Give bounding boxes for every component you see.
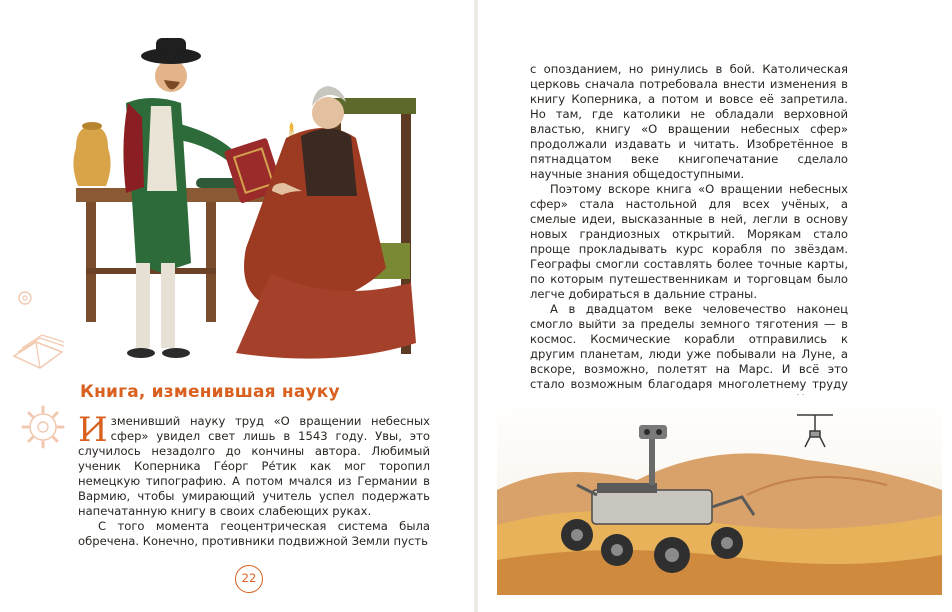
paragraph: Поэтому вскоре книга «О вращении небесных сфер» стала настольной для всех учёных, а смелые идеи, высказанные в ней, легли в основу новых грандиозных открытий. Морякам стало проще прокладывать курс корабля по звёздам. Географы смогли составлять более точные карты, по которым путешественникам и торговцам было легче добираться в дальние страны. xyxy=(530,182,848,301)
section-heading: Книга, изменившая науку xyxy=(80,382,340,402)
paragraph-text: зменивший науку труд «О вращении небесных сфер» увидел свет лишь в 1543 году. Увы, это случилось незадолго до кончины автора. Любимый ученик Коперника Ге́орг Ре́тик как мог торопил немецкую типографию. А потом мчался из Германии в Вармию, чтобы умирающий учитель успел подержать напечатанную книгу в своих слабеющих руках. xyxy=(78,414,430,518)
paragraph: А в двадцатом веке человечество наконец смогло выйти за пределы земного тяготения — в космос. Космические корабли отправились к другим планетам, люди уже побывали на Луне, а вскоре, возможно, полетят на Марс. И всё это стало возможным благодаря многолетнему труду xyxy=(530,302,848,391)
paragraph: С того момента геоцентрическая система была обречена. Конечно, противники подвижной Земли пусть xyxy=(78,519,430,548)
small-gear-icon xyxy=(16,289,34,307)
gear-icon xyxy=(20,404,66,450)
copernicus-illustration xyxy=(56,18,426,378)
paragraph xyxy=(78,410,430,519)
left-text-column xyxy=(78,410,430,549)
drop-cap: И xyxy=(78,410,108,450)
paragraph: с опозданием, но ринулись в бой. Католическая церковь сначала потребовала внести изменения в книгу Коперника, а потом и вовсе её запретила. Но там, где католики не обладали верховной властью, книгу «О вращении небесных сфер» продолжали издавать и читать. Изобретённое в пятнадцатом веке книгопечатание сделало научные знания общедоступными. xyxy=(530,62,848,181)
right-text-column xyxy=(530,62,848,437)
open-book-icon xyxy=(10,326,68,370)
mars-rover-illustration xyxy=(497,395,942,595)
page-number: 22 xyxy=(235,565,263,593)
